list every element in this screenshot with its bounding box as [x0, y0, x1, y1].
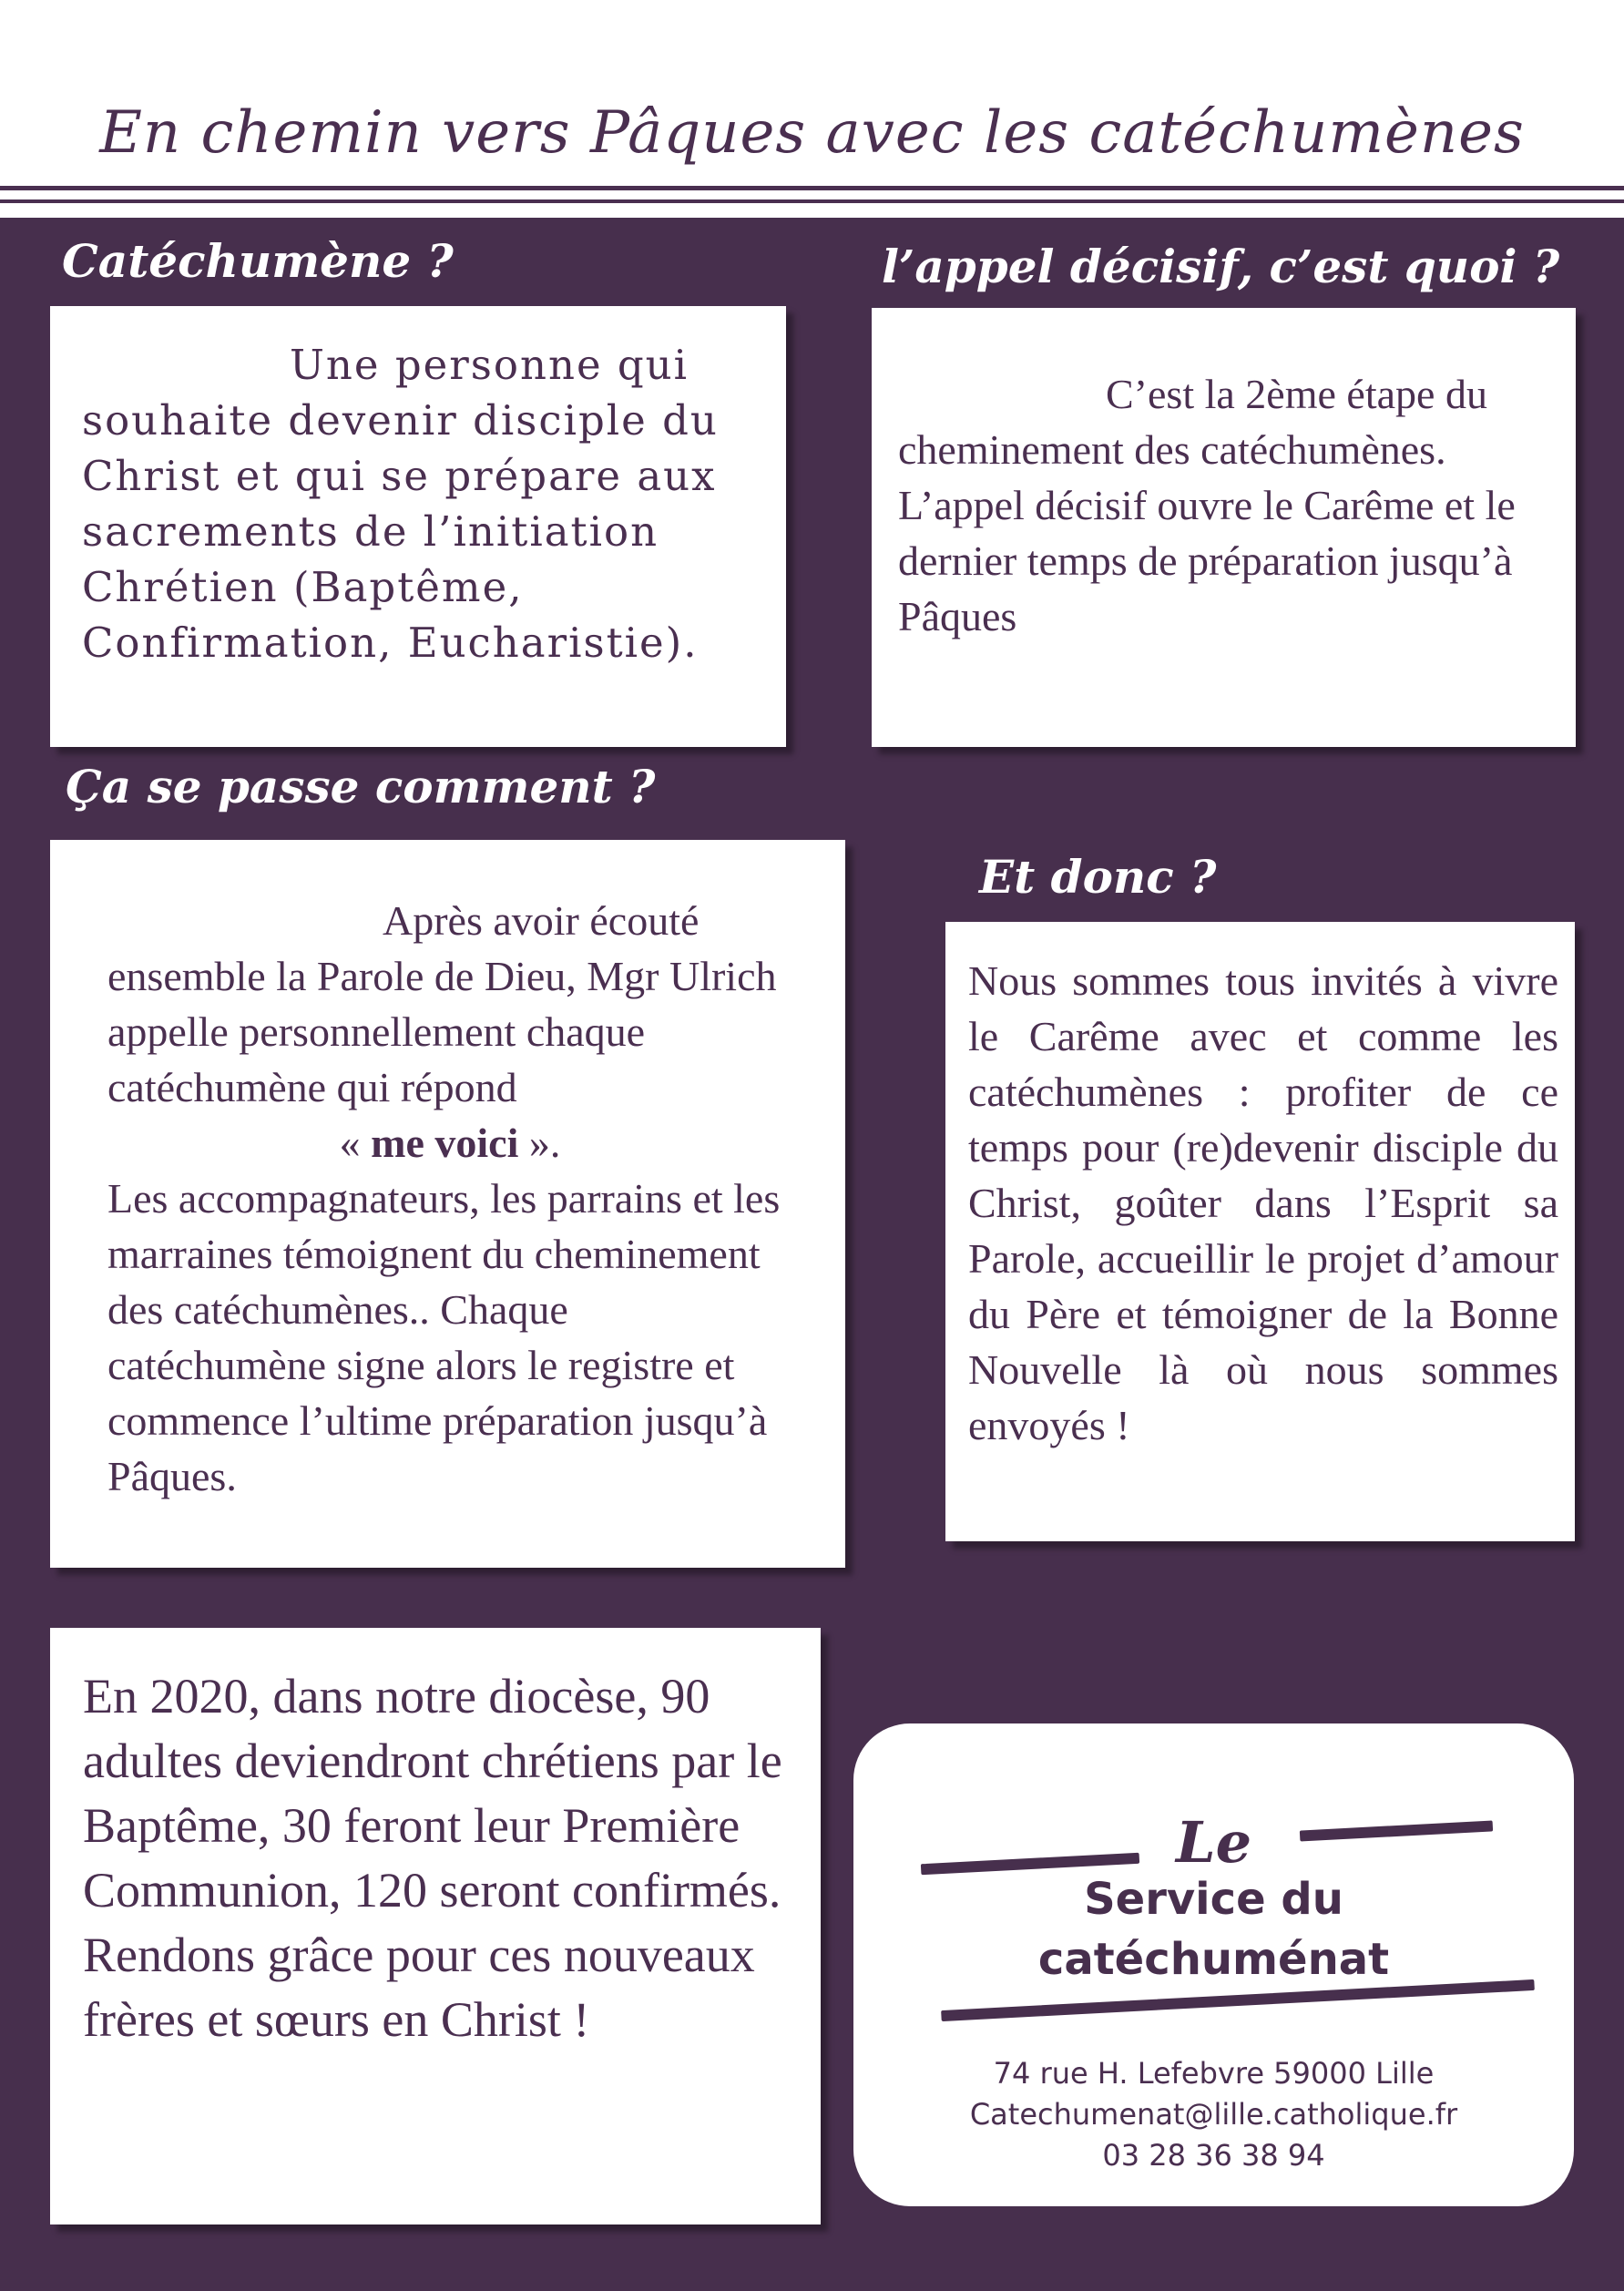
comment-quote: [107, 1115, 792, 1171]
card-et-donc: [945, 922, 1575, 1541]
heading-appel-decisif: l’appel décisif, c’est quoi ?: [882, 240, 1560, 293]
logo-le: Le: [1175, 1809, 1252, 1876]
title-rule-top: [0, 186, 1624, 190]
card-catechumene: [50, 306, 786, 747]
heading-et-donc: Et donc ?: [979, 850, 1217, 904]
comment-intro: Après avoir écouté ensemble la Parole de Dieu, Mgr Ulrich appelle personnellement chaque catéchumène qui répond: [107, 897, 777, 1110]
stats-text: En 2020, dans notre diocèse, 90 adultes deviendront chrétiens par le Baptême, 30 feront leur Première Communion, 120 seront confirmés. Rendons grâce pour ces nouveaux frères et sœurs en Christ !: [83, 1669, 782, 2047]
card-stats: [50, 1628, 821, 2225]
quote-open: «: [339, 1120, 372, 1166]
appel-text: C’est la 2ème étape du cheminement des catéchumènes. L’appel décisif ouvre le Carême et le dernier temps de préparation jusqu’à Pâques: [898, 371, 1516, 639]
contact-block: [853, 2053, 1574, 2176]
heading-catechumene: Catéchumène ?: [62, 234, 454, 288]
logo-line2: catéchuménat: [1037, 1934, 1390, 1985]
donc-text: Nous sommes tous invités à vivre le Carême avec et comme les catéchumènes : profiter de ce temps pour (re)devenir disciple du Christ, goûter dans l’Esprit sa Parole, accueillir le projet d’amour du Père et témoigner de la Bonne Nouvelle là où nous sommes envoyés !: [968, 957, 1558, 1448]
card-comment: [50, 840, 845, 1568]
quote-close: ».: [518, 1120, 561, 1166]
logo-line1: Service du: [1084, 1874, 1343, 1925]
comment-rest: Les accompagnateurs, les parrains et les marraines témoignent du cheminement des catéchumènes.. Chaque catéchumène signe alors le registre et commence l’ultime préparation jusqu’à Pâques.: [107, 1175, 781, 1499]
contact-address: 74 rue H. Lefebvre 59000 Lille: [993, 2056, 1435, 2091]
catechumene-text: Une personne qui souhaite devenir disciple du Christ et qui se prépare aux sacrements de l’initiation Chrétien (Baptême, Confirmation, Eucharistie).: [82, 341, 719, 667]
logo-service-name: [853, 1869, 1574, 1989]
heading-comment: Ça se passe comment ?: [66, 760, 656, 813]
service-card: [853, 1723, 1574, 2206]
contact-phone[interactable]: 03 28 36 38 94: [1102, 2138, 1325, 2173]
card-appel-decisif: [872, 308, 1576, 747]
contact-email[interactable]: Catechumenat@lille.catholique.fr: [969, 2097, 1458, 2132]
title-rule-bottom: [0, 199, 1624, 203]
page-title: En chemin vers Pâques avec les catéchumènes: [99, 99, 1525, 167]
quote-me-voici: me voici: [371, 1120, 519, 1166]
